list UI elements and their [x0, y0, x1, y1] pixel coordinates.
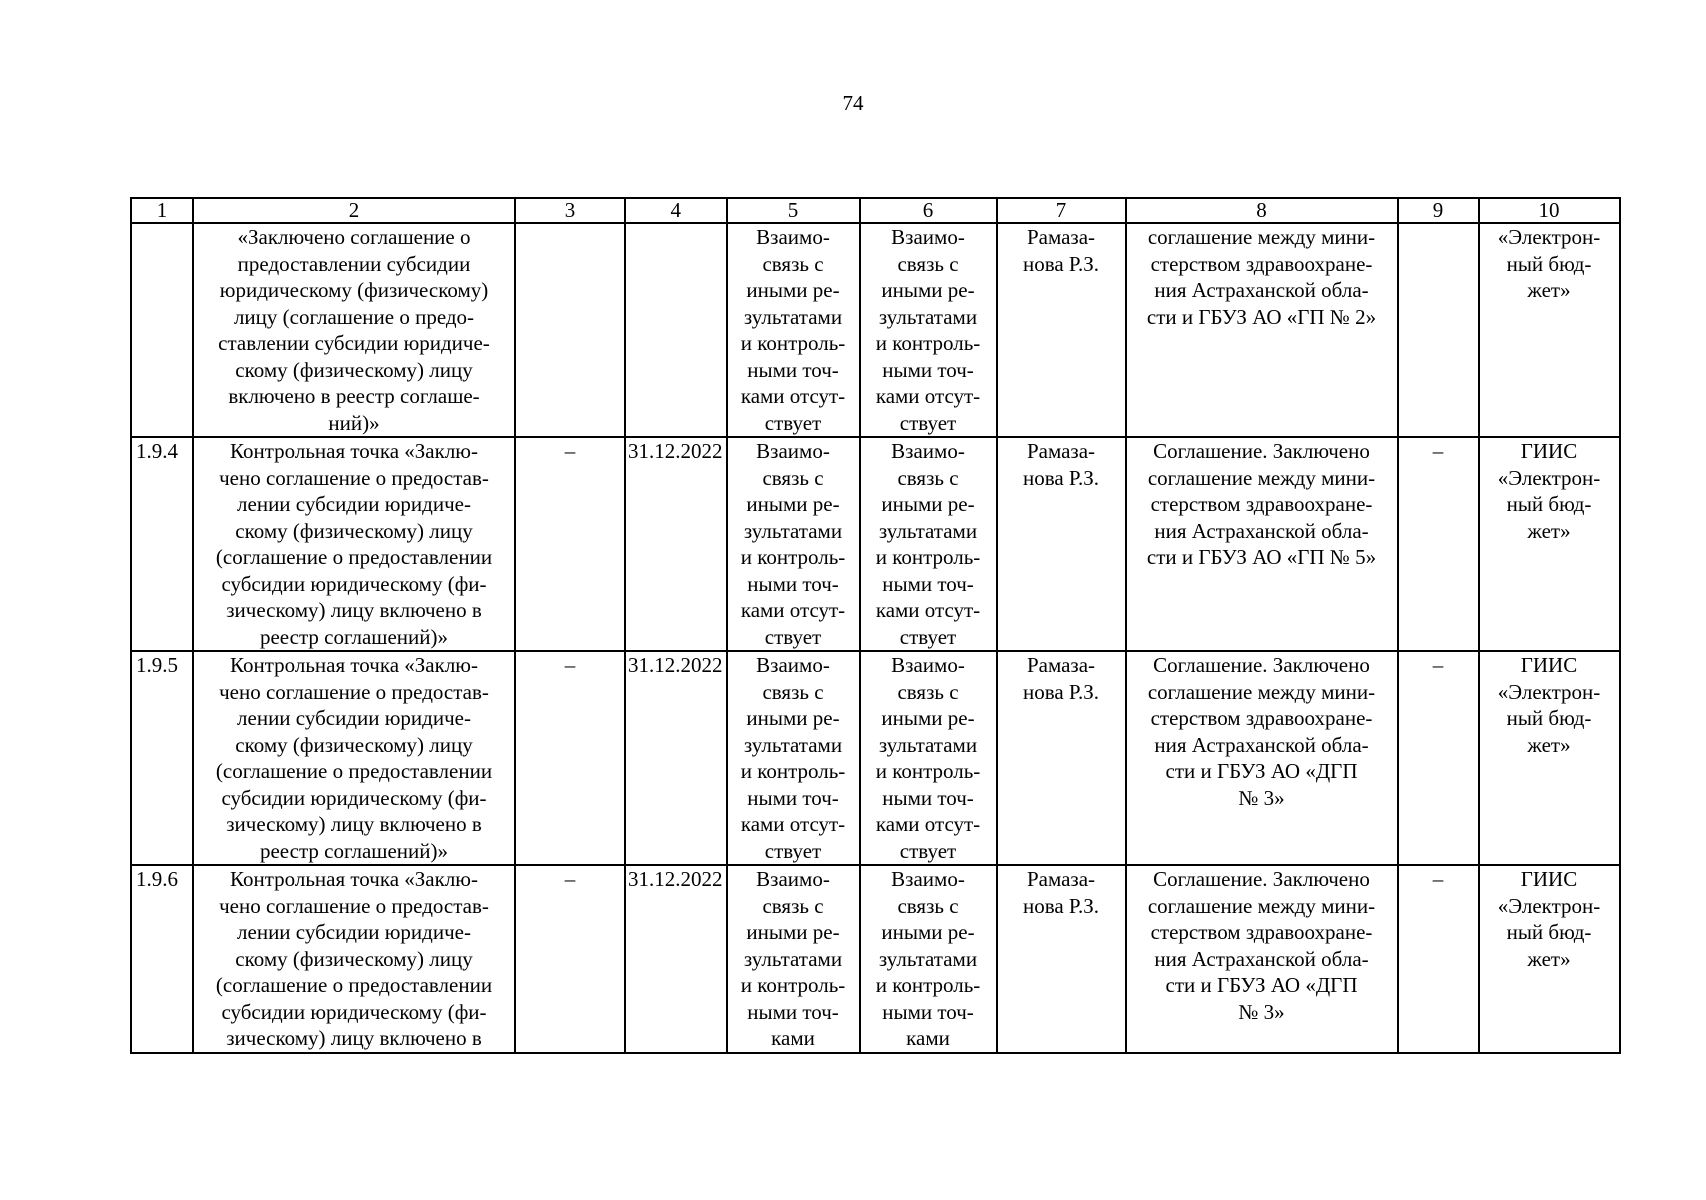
column-header: 7: [997, 198, 1126, 223]
item-number-cell: 1.9.4: [131, 437, 193, 651]
level-cell: –: [1398, 651, 1479, 865]
information-system-cell: «Электрон- ный бюд- жет»: [1479, 223, 1620, 437]
column-header: 4: [625, 198, 727, 223]
column-header: 3: [515, 198, 625, 223]
page-number: 74: [842, 91, 864, 115]
level-cell: [1398, 223, 1479, 437]
successors-cell: Взаимо- связь с иными ре- зультатами и контроль- ными точ- ками отсут- ствует: [860, 651, 997, 865]
level-cell: –: [1398, 437, 1479, 651]
table-row: [131, 865, 1620, 1053]
result-document-cell: соглашение между мини- стерством здравоохране- ния Астраханской обла- сти и ГБУЗ АО «ГП № 2»: [1126, 223, 1398, 437]
information-system-cell: ГИИС «Электрон- ный бюд- жет»: [1479, 651, 1620, 865]
item-number-cell: [131, 223, 193, 437]
successors-cell: Взаимо- связь с иными ре- зультатами и контроль- ными точ- ками: [860, 865, 997, 1053]
end-date-cell: [625, 223, 727, 437]
responsible-cell: Рамаза- нова Р.З.: [997, 223, 1126, 437]
item-name-cell: Контрольная точка «Заклю- чено соглашение о предостав- лении субсидии юридиче- скому (физическому) лицу (соглашение о предоставлении субсидии юридическому (фи- зическому) лицу включено в реестр соглашений)»: [193, 437, 515, 651]
result-document-cell: Соглашение. Заключено соглашение между мини- стерством здравоохране- ния Астраханской обла- сти и ГБУЗ АО «ГП № 5»: [1126, 437, 1398, 651]
item-name-cell: Контрольная точка «Заклю- чено соглашение о предостав- лении субсидии юридиче- скому (физическому) лицу (соглашение о предоставлении субсидии юридическому (фи- зическому) лицу включено в реестр соглашений)»: [193, 651, 515, 865]
table-row: [131, 651, 1620, 865]
start-date-cell: –: [515, 865, 625, 1053]
end-date-cell: 31.12.2022: [625, 437, 727, 651]
column-header: 2: [193, 198, 515, 223]
start-date-cell: –: [515, 437, 625, 651]
result-document-cell: Соглашение. Заключено соглашение между мини- стерством здравоохране- ния Астраханской обла- сти и ГБУЗ АО «ДГП № 3»: [1126, 651, 1398, 865]
result-document-cell: Соглашение. Заключено соглашение между мини- стерством здравоохране- ния Астраханской обла- сти и ГБУЗ АО «ДГП № 3»: [1126, 865, 1398, 1053]
column-header: 9: [1398, 198, 1479, 223]
item-name-cell: «Заключено соглашение о предоставлении субсидии юридическому (физическому) лицу (соглашение о предо- ставлении субсидии юридиче- скому (физическому) лицу включено в реестр соглаше- ний)»: [193, 223, 515, 437]
column-header: 8: [1126, 198, 1398, 223]
item-name-cell: Контрольная точка «Заклю- чено соглашение о предостав- лении субсидии юридиче- скому (физическому) лицу (соглашение о предоставлении субсидии юридическому (фи- зическому) лицу включено в: [193, 865, 515, 1053]
table-header-row: [131, 198, 1620, 223]
predecessors-cell: Взаимо- связь с иными ре- зультатами и контроль- ными точ- ками: [727, 865, 860, 1053]
successors-cell: Взаимо- связь с иными ре- зультатами и контроль- ными точ- ками отсут- ствует: [860, 223, 997, 437]
start-date-cell: –: [515, 651, 625, 865]
column-header: 1: [131, 198, 193, 223]
column-header: 10: [1479, 198, 1620, 223]
information-system-cell: ГИИС «Электрон- ный бюд- жет»: [1479, 437, 1620, 651]
predecessors-cell: Взаимо- связь с иными ре- зультатами и контроль- ными точ- ками отсут- ствует: [727, 223, 860, 437]
responsible-cell: Рамаза- нова Р.З.: [997, 865, 1126, 1053]
item-number-cell: 1.9.6: [131, 865, 193, 1053]
end-date-cell: 31.12.2022: [625, 865, 727, 1053]
end-date-cell: 31.12.2022: [625, 651, 727, 865]
level-cell: –: [1398, 865, 1479, 1053]
column-header: 5: [727, 198, 860, 223]
start-date-cell: [515, 223, 625, 437]
control-points-table: [130, 197, 1621, 1054]
predecessors-cell: Взаимо- связь с иными ре- зультатами и контроль- ными точ- ками отсут- ствует: [727, 651, 860, 865]
table-row: [131, 437, 1620, 651]
successors-cell: Взаимо- связь с иными ре- зультатами и контроль- ными точ- ками отсут- ствует: [860, 437, 997, 651]
responsible-cell: Рамаза- нова Р.З.: [997, 651, 1126, 865]
table-row: [131, 223, 1620, 437]
item-number-cell: 1.9.5: [131, 651, 193, 865]
column-header: 6: [860, 198, 997, 223]
predecessors-cell: Взаимо- связь с иными ре- зультатами и контроль- ными точ- ками отсут- ствует: [727, 437, 860, 651]
responsible-cell: Рамаза- нова Р.З.: [997, 437, 1126, 651]
information-system-cell: ГИИС «Электрон- ный бюд- жет»: [1479, 865, 1620, 1053]
